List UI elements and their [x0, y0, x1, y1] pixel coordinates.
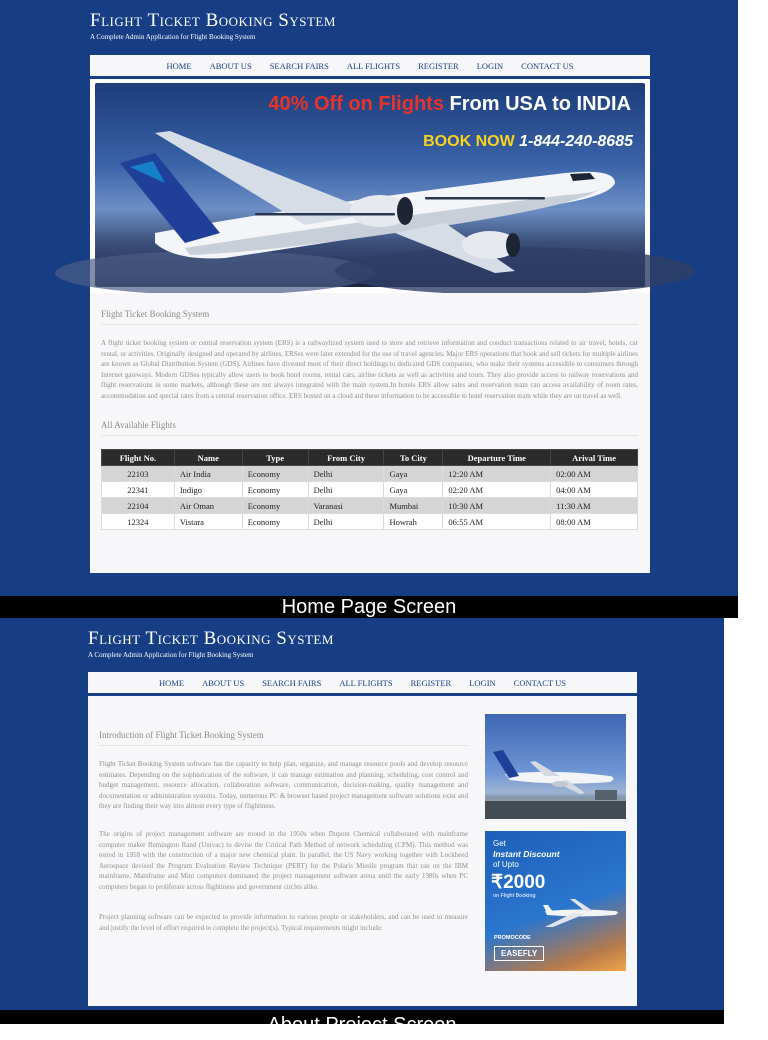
col-to-city: To City [384, 450, 443, 466]
nav-all-flights[interactable]: ALL FLIGHTS [339, 677, 393, 688]
cell-from: Varanasi [308, 498, 384, 514]
nav-contact-us[interactable]: CONTACT US [513, 677, 566, 688]
ad-promocode-label: PROMOCODE [494, 935, 531, 941]
flights-table [101, 449, 638, 530]
cell-from: Delhi [308, 466, 384, 482]
site-subtitle: A Complete Admin Application for Flight Booking System [88, 651, 254, 659]
cell-flight-no: 12324 [102, 514, 175, 530]
site-title: Flight Ticket Booking System [88, 628, 334, 649]
promo-headline [268, 93, 631, 116]
about-content [88, 696, 637, 1006]
cell-departure: 12:20 AM [443, 466, 551, 482]
ad-amount: ₹2000 [491, 872, 546, 893]
cell-arrival: 02:00 AM [551, 466, 638, 482]
col-arrival: Arival Time [551, 450, 638, 466]
cell-name: Vistara [174, 514, 242, 530]
home-content [90, 293, 650, 573]
promo-discount: 40% Off on Flights [268, 93, 444, 115]
table-header-row [102, 450, 638, 466]
cell-flight-no: 22341 [102, 482, 175, 498]
cell-to: Howrah [384, 514, 443, 530]
ad-on-flight-booking: on Flight Booking [493, 893, 536, 899]
cell-from: Delhi [308, 482, 384, 498]
intro-paragraph: A flight ticket booking system or central reservation system (ERS) is a railwaylized system used to store and retrieve information and conduct transactions related to air travel, hotels, car rental, or activities. Originally designed and operated by airlines, ERSes were later extended for the use of travel agencies. Major ERS operations that book and sell tickets for multiple airlines are known as Global Distribution System (GDS). Airlines have divested most of their direct holdings to dedicated GDS companies, who make their systems accessible to consumers through Internet gateways. Modern GDSes typically allow users to book hotel rooms, rental cars, airline tickets as well as activities and tours. They also provide access to railway reservations and flight reservations in some markets, although these are not always integrated with the main system.In hotels ERS allow sales and reservation team can access availability of room rates, accommodation and special rates from a central reservation office. ERS hosted on a cloud aid these information to be accessible to hotel reservation team while they are on travel as well. [101, 339, 638, 400]
ad-get: Get [493, 839, 506, 848]
about-screen [0, 618, 724, 1024]
cell-name: Air Oman [174, 498, 242, 514]
main-nav [88, 672, 637, 696]
nav-login[interactable]: LOGIN [476, 60, 504, 71]
nav-about-us[interactable]: ABOUT US [209, 60, 252, 71]
nav-login[interactable]: LOGIN [469, 677, 496, 688]
col-name: Name [174, 450, 242, 466]
flights-title: All Available Flights [101, 420, 638, 436]
about-screen-caption: About Project Screen [0, 1010, 724, 1024]
ad-instant-discount: Instant Discount [493, 849, 560, 859]
cell-name: Air India [174, 466, 242, 482]
table-row [102, 482, 638, 498]
nav-register[interactable]: REGISTER [418, 60, 459, 71]
cell-to: Gaya [384, 466, 443, 482]
main-nav [90, 55, 650, 79]
about-paragraph-2: The origins of project management software are rooted in the 1950s when Dupont Chemical collaborated with mainframe computer maker Remington Rand (Univac) to devise the Critical Path Method of network scheduling (CPM). This method was tested in 1958 with the construction of a major new chemical plant. In parallel, the US Navy working together with Lockheed Aerospace devised the Program Evaluation Review Technique (PERT) for the Polaris Missile program that ran on the IBM mainframe. Mainframe and Mini computers dominated the project management software arena until the early 1980s when PC computers began to proliferate across flightiness and government circles alike. [99, 830, 468, 891]
promo-phone: 1-844-240-8685 [519, 133, 633, 150]
about-title: Introduction of Flight Ticket Booking System [99, 730, 468, 746]
home-screen-caption: Home Page Screen [0, 596, 738, 618]
cell-type: Economy [242, 482, 308, 498]
section-title: Flight Ticket Booking System [101, 309, 638, 325]
promo-book-now: BOOK NOW [423, 133, 515, 150]
cell-from: Delhi [308, 514, 384, 530]
cell-type: Economy [242, 498, 308, 514]
banner-image[interactable] [95, 83, 645, 287]
cell-type: Economy [242, 466, 308, 482]
cell-departure: 02:20 AM [443, 482, 551, 498]
cell-flight-no: 22104 [102, 498, 175, 514]
table-row [102, 466, 638, 482]
promo-banner [90, 79, 650, 293]
cell-to: Mumbai [384, 498, 443, 514]
nav-home[interactable]: HOME [159, 677, 185, 688]
cell-type: Economy [242, 514, 308, 530]
airport-plane-image [485, 714, 626, 819]
nav-search-fairs[interactable]: SEARCH FAIRS [262, 677, 322, 688]
col-departure: Departure Time [443, 450, 551, 466]
nav-contact-us[interactable]: CONTACT US [521, 60, 574, 71]
cell-to: Gaya [384, 482, 443, 498]
nav-home[interactable]: HOME [166, 60, 192, 71]
col-type: Type [242, 450, 308, 466]
cell-flight-no: 22103 [102, 466, 175, 482]
site-subtitle: A Complete Admin Application for Flight Booking System [90, 33, 256, 41]
promo-cta [423, 133, 633, 151]
cell-name: Indigo [174, 482, 242, 498]
nav-register[interactable]: REGISTER [410, 677, 452, 688]
promo-route: From USA to INDIA [449, 93, 631, 115]
about-paragraph-1: Flight Ticket Booking System software has the capacity to help plan, organize, and manage resource pools and develop resource estimates. Depending on the sophistication of the software, it can manage estimation and planning, scheduling, cost control and budget management, resource allocation, collaboration software, communication, decision-making, quality management and documentation or administration systems. Today, numerous PC & browser based project management software solutions exist and they are finding their way into almost every type of flightiness. [99, 760, 468, 811]
cell-departure: 10:30 AM [443, 498, 551, 514]
nav-all-flights[interactable]: ALL FLIGHTS [346, 60, 401, 71]
nav-search-fairs[interactable]: SEARCH FAIRS [269, 60, 329, 71]
ad-promocode: EASEFLY [494, 946, 544, 961]
table-row [102, 514, 638, 530]
table-row [102, 498, 638, 514]
plane-landing-graphic [485, 714, 626, 819]
nav-about-us[interactable]: ABOUT US [202, 677, 245, 688]
cell-arrival: 04:00 AM [551, 482, 638, 498]
cell-arrival: 08:00 AM [551, 514, 638, 530]
col-from-city: From City [308, 450, 384, 466]
ad-of-upto: of Upto [493, 860, 519, 869]
cell-arrival: 11:30 AM [551, 498, 638, 514]
cell-departure: 06:55 AM [443, 514, 551, 530]
discount-ad[interactable] [485, 831, 626, 971]
about-paragraph-3: Project planning software can be expected to provide information to various people or stakeholders, and can be used to measure and justify the level of effort required to complete the project(s). Typical requirements might include: [99, 913, 468, 932]
col-flight-no: Flight No. [102, 450, 175, 466]
site-title: Flight Ticket Booking System [90, 10, 336, 31]
ad-plane-icon [485, 891, 626, 931]
